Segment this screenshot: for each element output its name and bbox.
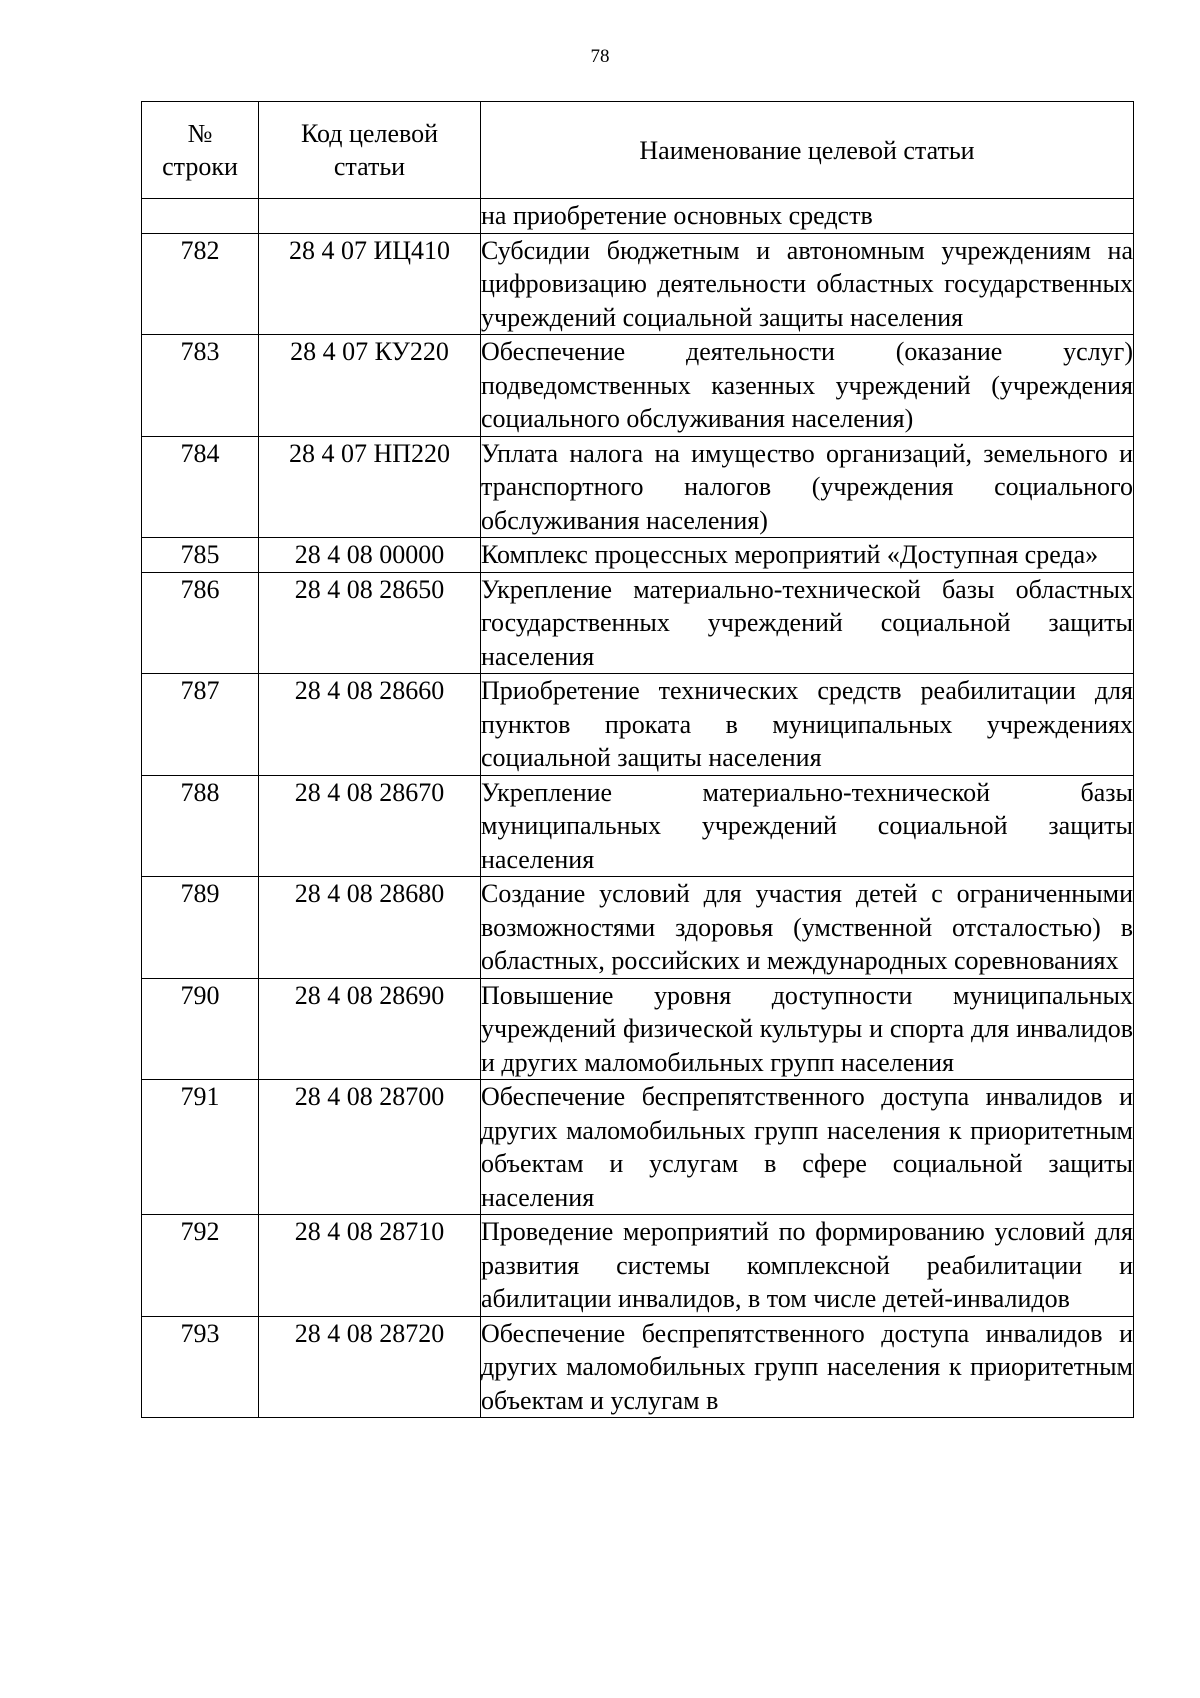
row-code-cell: 28 4 07 НП220: [259, 436, 481, 538]
table-row: [142, 538, 1134, 573]
page-number: 78: [590, 46, 610, 67]
header-name: Наименование целевой статьи: [481, 102, 1134, 199]
row-name-cell: Обеспечение беспрепятственного доступа инвалидов и других маломобильных групп населения к приоритетным объектам и услугам в: [481, 1316, 1134, 1418]
row-code-cell: 28 4 08 28670: [259, 775, 481, 877]
row-name-cell: Укрепление материально-технической базы муниципальных учреждений социальной защиты населения: [481, 775, 1134, 877]
header-code-line-1: Код целевой: [300, 119, 438, 148]
table-header-row: [142, 102, 1134, 199]
table-row: [142, 436, 1134, 538]
continuation-text: на приобретение основных средств: [481, 201, 873, 230]
table-row: [142, 572, 1134, 674]
row-code-cell: 28 4 08 28690: [259, 978, 481, 1080]
row-name-cell: Субсидии бюджетным и автономным учреждениям на цифровизацию деятельности областных государственных учреждений социальной защиты населения: [481, 233, 1134, 335]
header-code-line-2: статьи: [333, 152, 406, 181]
row-code-cell: 28 4 08 28710: [259, 1215, 481, 1317]
row-number-cell: [142, 199, 259, 234]
row-number-cell: 789: [142, 877, 259, 979]
row-name-cell: Повышение уровня доступности муниципальных учреждений физической культуры и спорта для инвалидов и других маломобильных групп населения: [481, 978, 1134, 1080]
row-name-cell: Проведение мероприятий по формированию условий для развития системы комплексной реабилитации и абилитации инвалидов, в том числе детей-инвалидов: [481, 1215, 1134, 1317]
header-row-number-line-2: строки: [162, 152, 238, 181]
row-number-cell: 784: [142, 436, 259, 538]
row-number-cell: 785: [142, 538, 259, 573]
row-number-cell: 793: [142, 1316, 259, 1418]
row-code-cell: 28 4 08 28700: [259, 1080, 481, 1215]
table-row: [142, 335, 1134, 437]
table-row: [142, 1215, 1134, 1317]
row-code-cell: [259, 199, 481, 234]
table-row: [142, 978, 1134, 1080]
row-code-cell: 28 4 08 28680: [259, 877, 481, 979]
table-row: [142, 674, 1134, 776]
row-code-cell: 28 4 08 00000: [259, 538, 481, 573]
row-name-cell: Комплекс процессных мероприятий «Доступная среда»: [481, 538, 1134, 573]
table-row: [142, 877, 1134, 979]
row-number-cell: 782: [142, 233, 259, 335]
header-row-number-line-1: №: [187, 119, 213, 148]
row-code-cell: 28 4 07 КУ220: [259, 335, 481, 437]
row-name-cell: Уплата налога на имущество организаций, земельного и транспортного налогов (учреждения социального обслуживания населения): [481, 436, 1134, 538]
row-name-cell: Обеспечение беспрепятственного доступа инвалидов и других маломобильных групп населения к приоритетным объектам и услугам в сфере социальной защиты населения: [481, 1080, 1134, 1215]
row-number-cell: 786: [142, 572, 259, 674]
table-row-continuation: [142, 199, 1134, 234]
row-name-cell: Создание условий для участия детей с ограниченными возможностями здоровья (умственной отсталостью) в областных, российских и международных соревнованиях: [481, 877, 1134, 979]
row-code-cell: 28 4 07 ИЦ410: [259, 233, 481, 335]
header-code: [259, 102, 481, 199]
row-name-cell: Приобретение технических средств реабилитации для пунктов проката в муниципальных учреждениях социальной защиты населения: [481, 674, 1134, 776]
row-code-cell: 28 4 08 28650: [259, 572, 481, 674]
table-row: [142, 775, 1134, 877]
header-row-number: [142, 102, 259, 199]
row-name-cell: Обеспечение деятельности (оказание услуг) подведомственных казенных учреждений (учреждения социального обслуживания населения): [481, 335, 1134, 437]
row-number-cell: 787: [142, 674, 259, 776]
row-name-cell: [481, 199, 1134, 234]
row-name-cell: Укрепление материально-технической базы областных государственных учреждений социальной защиты населения: [481, 572, 1134, 674]
row-number-cell: 790: [142, 978, 259, 1080]
table-row: [142, 233, 1134, 335]
row-number-cell: 791: [142, 1080, 259, 1215]
target-articles-table: [141, 101, 1134, 1418]
row-number-cell: 792: [142, 1215, 259, 1317]
row-number-cell: 788: [142, 775, 259, 877]
table-row: [142, 1316, 1134, 1418]
row-code-cell: 28 4 08 28660: [259, 674, 481, 776]
row-code-cell: 28 4 08 28720: [259, 1316, 481, 1418]
table-row: [142, 1080, 1134, 1215]
row-number-cell: 783: [142, 335, 259, 437]
